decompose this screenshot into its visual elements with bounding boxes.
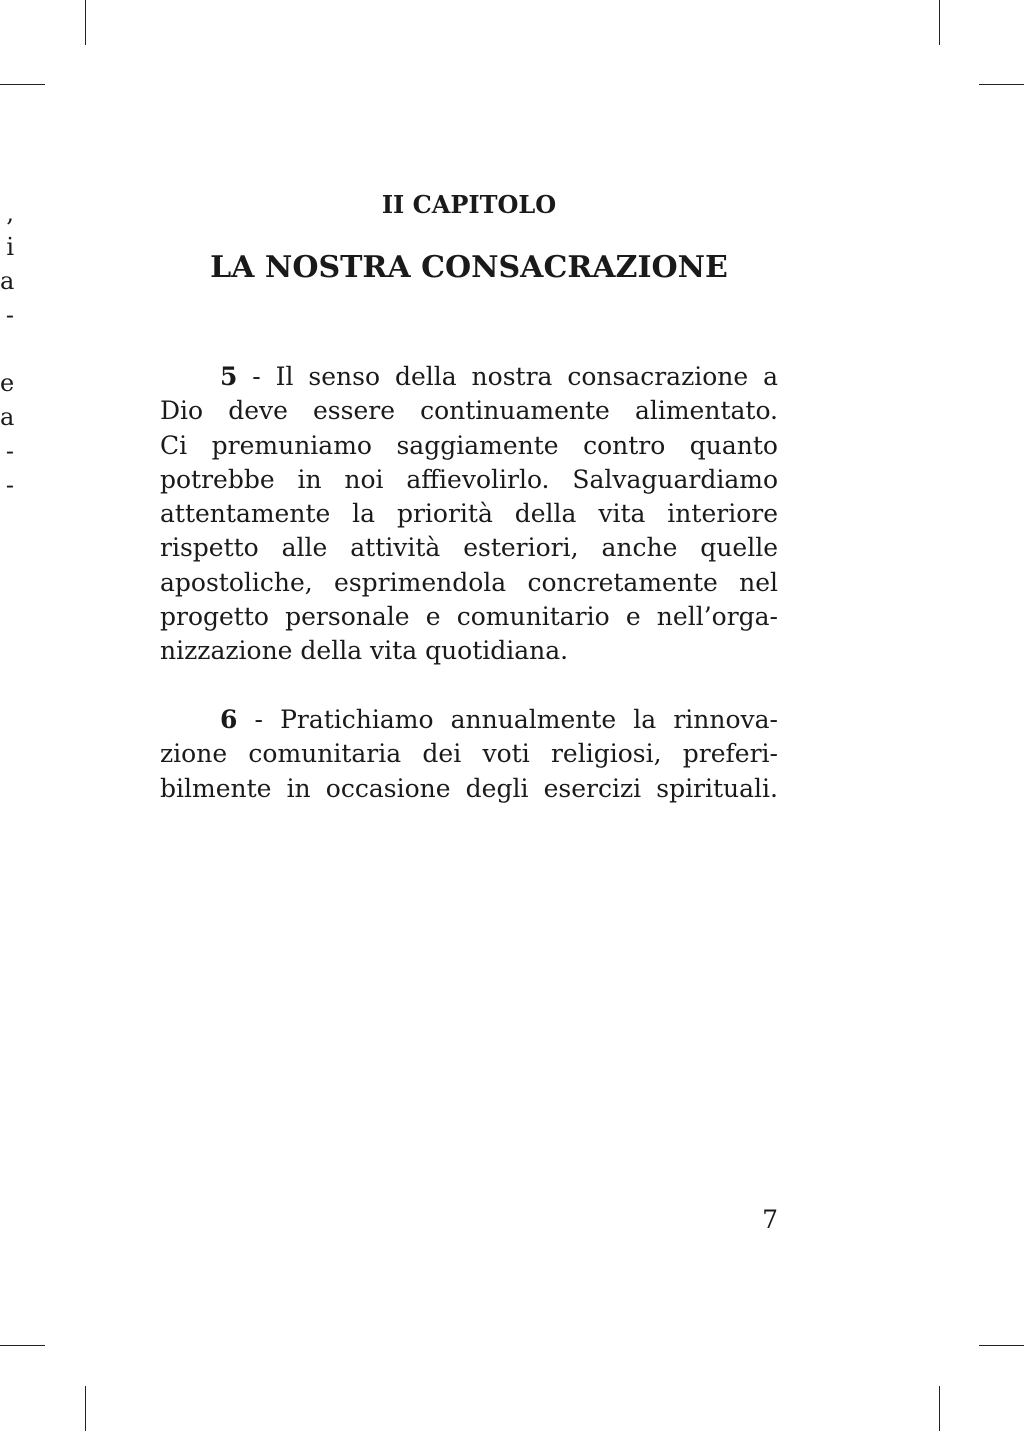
paragraph-6 [160, 703, 778, 806]
bleed-line: , [6, 199, 14, 227]
facing-page-bleed [0, 196, 14, 502]
paragraph-line: apostoliche, esprimendola concretamente nel [160, 567, 778, 597]
crop-mark-bottom-left [85, 1386, 86, 1431]
bleed-line: - [5, 471, 14, 499]
crop-mark-top-left [85, 0, 86, 45]
chapter-title: LA NOSTRA CONSACRAZIONE [210, 250, 728, 285]
paragraph-line: progetto personale e comunitario e nell’orga- [160, 602, 778, 632]
bleed-line: - [5, 437, 14, 465]
crop-mark-top-right [939, 0, 940, 45]
bleed-line: a [0, 403, 14, 431]
paragraph-line [160, 703, 778, 737]
chapter-label: II CAPITOLO [381, 190, 557, 219]
paragraph-line: Dio deve essere continuamente alimentato. [160, 396, 778, 426]
paragraph-line: nizzazione della vita quotidiana. [160, 636, 569, 666]
bleed-line: - [5, 301, 14, 329]
crop-mark-bottom-right [939, 1386, 940, 1431]
crop-mark-right-bottom [979, 1345, 1024, 1346]
page-number: 7 [762, 1205, 778, 1234]
article-number: 6 [220, 705, 238, 734]
crop-mark-left-bottom [0, 1345, 45, 1346]
paragraph-line: Ci premuniamo saggiamente contro quanto [160, 430, 778, 460]
bleed-line: e [0, 369, 14, 397]
line-text: - Il senso della nostra consacrazione a [237, 362, 778, 391]
bleed-line: i [6, 233, 14, 261]
crop-mark-left-top [0, 84, 45, 85]
paragraph-line [160, 360, 778, 394]
bleed-line: a [0, 267, 14, 295]
paragraph-line: bilmente in occasione degli esercizi spirituali. [160, 773, 778, 803]
bleed-line [0, 332, 14, 366]
paragraph-5 [160, 360, 778, 669]
paragraph-line: potrebbe in noi affievolirlo. Salvaguardiamo [160, 464, 778, 494]
line-text: - Pratichiamo annualmente la rinnova- [237, 705, 778, 734]
article-number: 5 [220, 362, 238, 391]
paragraph-line: zione comunitaria dei voti religiosi, preferi- [160, 739, 778, 769]
paragraph-line: attentamente la priorità della vita interiore [160, 499, 778, 529]
crop-mark-right-top [979, 84, 1024, 85]
paragraph-line: rispetto alle attività esteriori, anche quelle [160, 533, 778, 563]
